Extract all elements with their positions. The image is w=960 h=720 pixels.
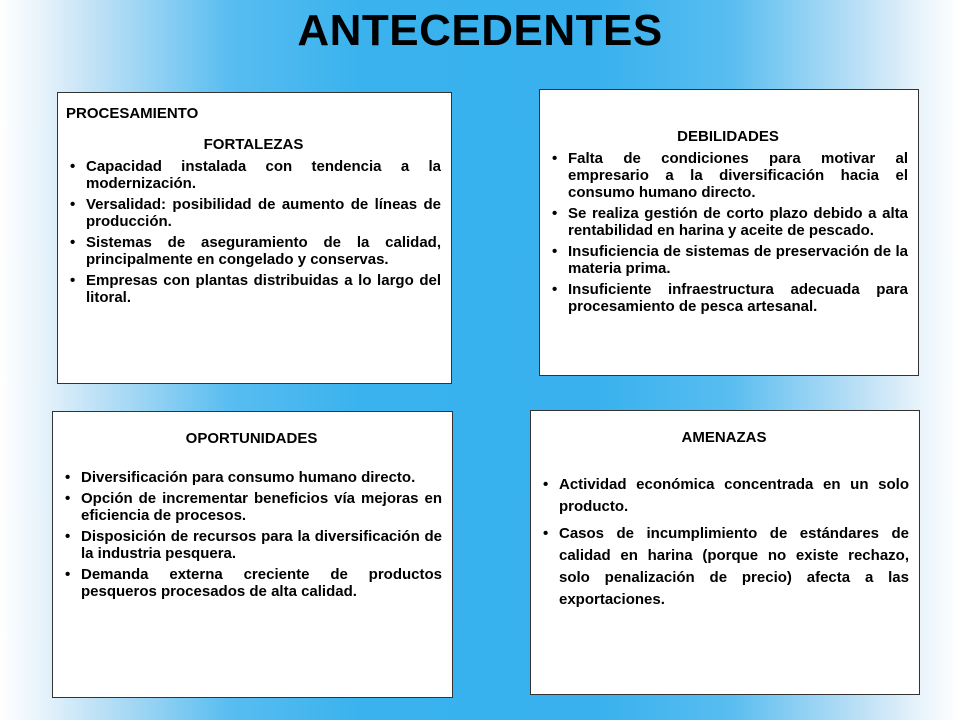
list-item: • Diversificación para consumo humano directo. [61, 469, 442, 486]
list-item: • Insuficiencia de sistemas de preservación de la materia prima. [548, 243, 908, 277]
list-item: • Insuficiente infraestructura adecuada para procesamiento de pesca artesanal. [548, 281, 908, 315]
list-item: • Demanda externa creciente de productos pesqueros procesados de alta calidad. [61, 566, 442, 600]
amenazas-box [530, 410, 920, 695]
list-item: • Capacidad instalada con tendencia a la modernización. [66, 158, 441, 192]
oportunidades-list [61, 469, 442, 600]
amenazas-title: AMENAZAS [681, 429, 767, 446]
debilidades-title: DEBILIDADES [677, 128, 779, 145]
debilidades-list [548, 150, 908, 315]
list-item: • Versalidad: posibilidad de aumento de líneas de producción. [66, 196, 441, 230]
list-item: • Empresas con plantas distribuidas a lo largo del litoral. [66, 272, 441, 306]
list-item: • Actividad económica concentrada en un solo producto. [539, 474, 909, 518]
list-item: • Casos de incumplimiento de estándares de calidad en harina (porque no existe rechazo, solo penalización de precio) afecta a las exportaciones. [539, 523, 909, 611]
list-item: • Falta de condiciones para motivar al empresario a la diversificación hacia el consumo humano directo. [548, 150, 908, 201]
fortalezas-title: FORTALEZAS [203, 136, 304, 153]
oportunidades-box [52, 411, 453, 698]
list-item: • Se realiza gestión de corto plazo debido a alta rentabilidad en harina y aceite de pescado. [548, 205, 908, 239]
list-item: • Disposición de recursos para la diversificación de la industria pesquera. [61, 528, 442, 562]
list-item: • Sistemas de aseguramiento de la calidad, principalmente en congelado y conservas. [66, 234, 441, 268]
amenazas-list [539, 474, 909, 611]
oportunidades-title: OPORTUNIDADES [185, 430, 318, 447]
debilidades-box [539, 89, 919, 376]
page-title: ANTECEDENTES [297, 6, 663, 55]
list-item: • Opción de incrementar beneficios vía mejoras en eficiencia de procesos. [61, 490, 442, 524]
fortalezas-box [57, 92, 452, 384]
procesamiento-label: PROCESAMIENTO [66, 105, 199, 122]
fortalezas-list [66, 158, 441, 306]
